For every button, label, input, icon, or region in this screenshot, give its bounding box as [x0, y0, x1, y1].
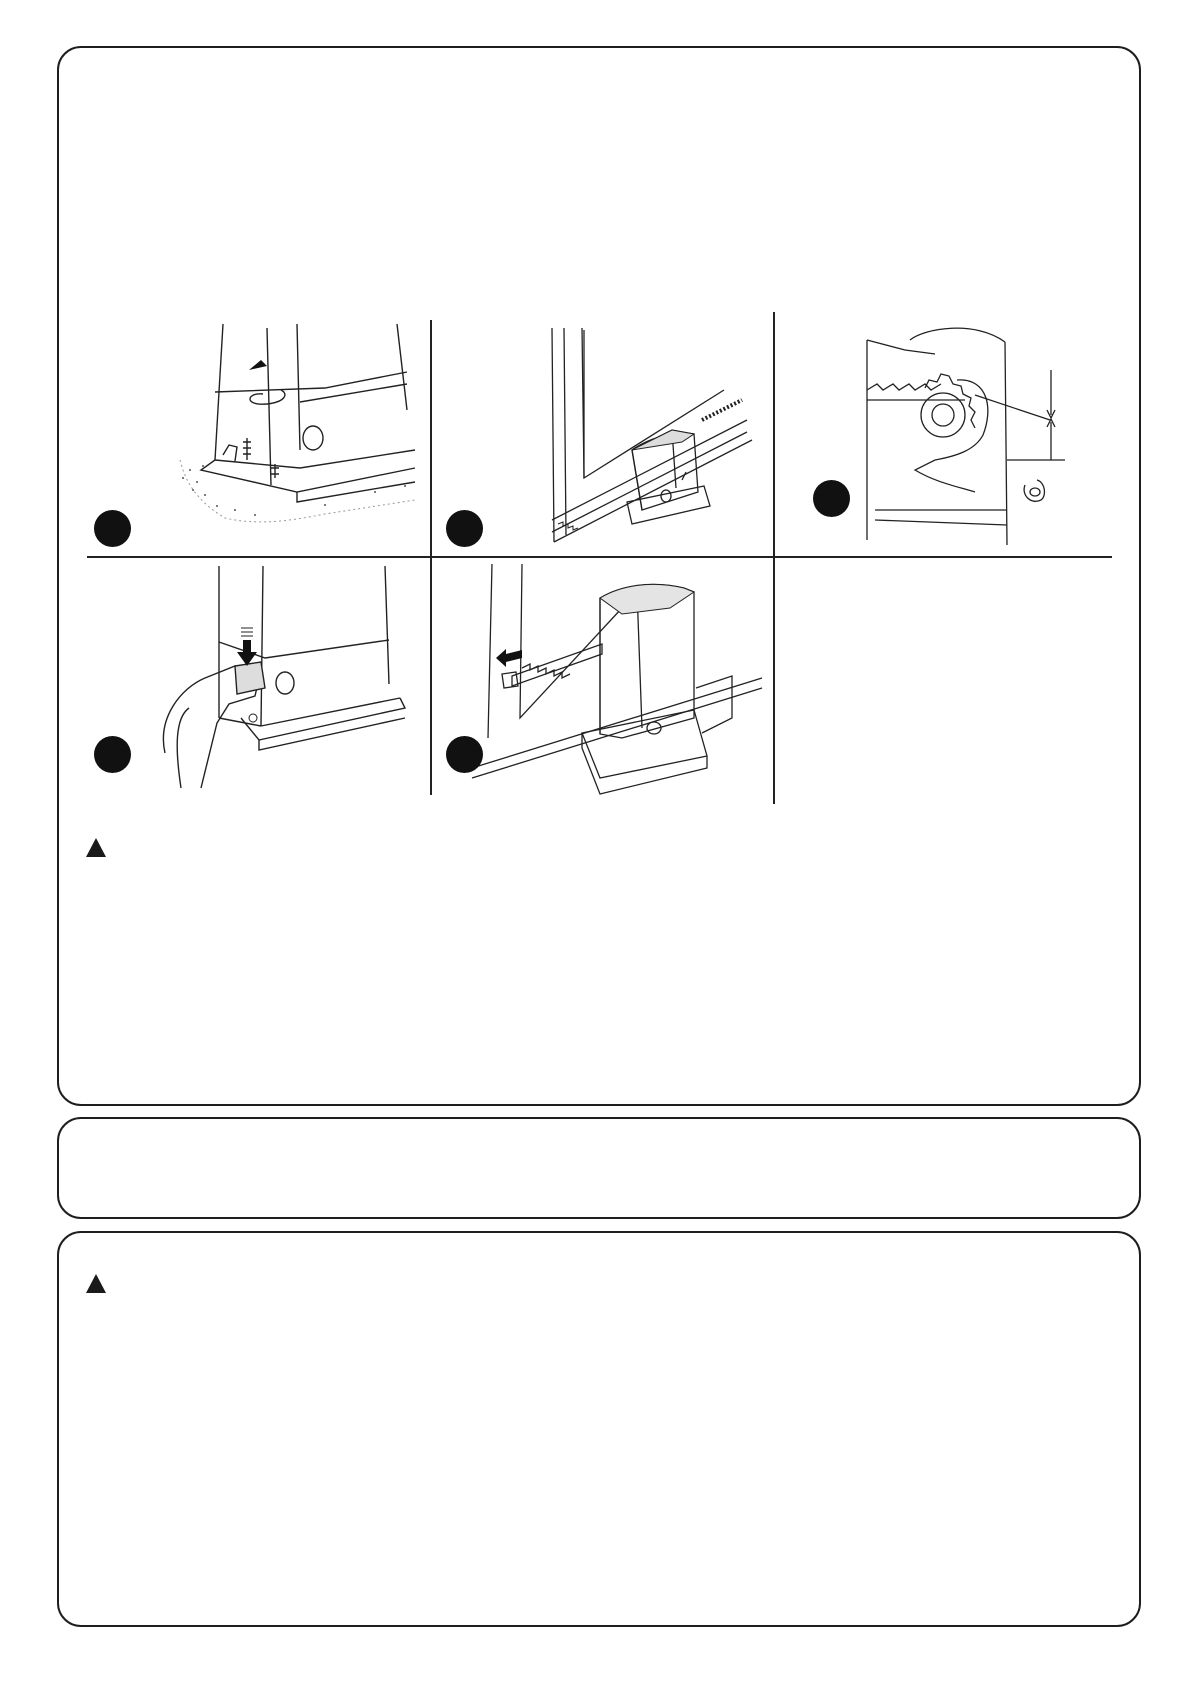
limit-bracket-icon [432, 558, 772, 796]
figure-panel-5 [432, 558, 772, 796]
figure-panel-3 [775, 310, 1115, 556]
step-marker-2 [446, 510, 483, 547]
installation-figure [85, 310, 1115, 800]
step-marker-4 [94, 736, 131, 773]
warning-section-frame [57, 1231, 1141, 1627]
figure-panel-4 [85, 558, 430, 796]
step-marker-3 [813, 480, 850, 517]
release-key-icon [85, 558, 430, 796]
warning-triangle-icon [86, 1274, 106, 1293]
warning-triangle-icon [86, 838, 106, 857]
step-marker-1 [94, 510, 131, 547]
figure-panel-2 [432, 310, 772, 556]
motor-base-fixing-icon [85, 310, 430, 556]
motor-on-rack-icon [432, 310, 772, 556]
note-section-frame [57, 1117, 1141, 1219]
pinion-rack-clearance-icon [775, 310, 1115, 556]
step-marker-5 [446, 736, 483, 773]
figure-panel-1 [85, 310, 430, 556]
